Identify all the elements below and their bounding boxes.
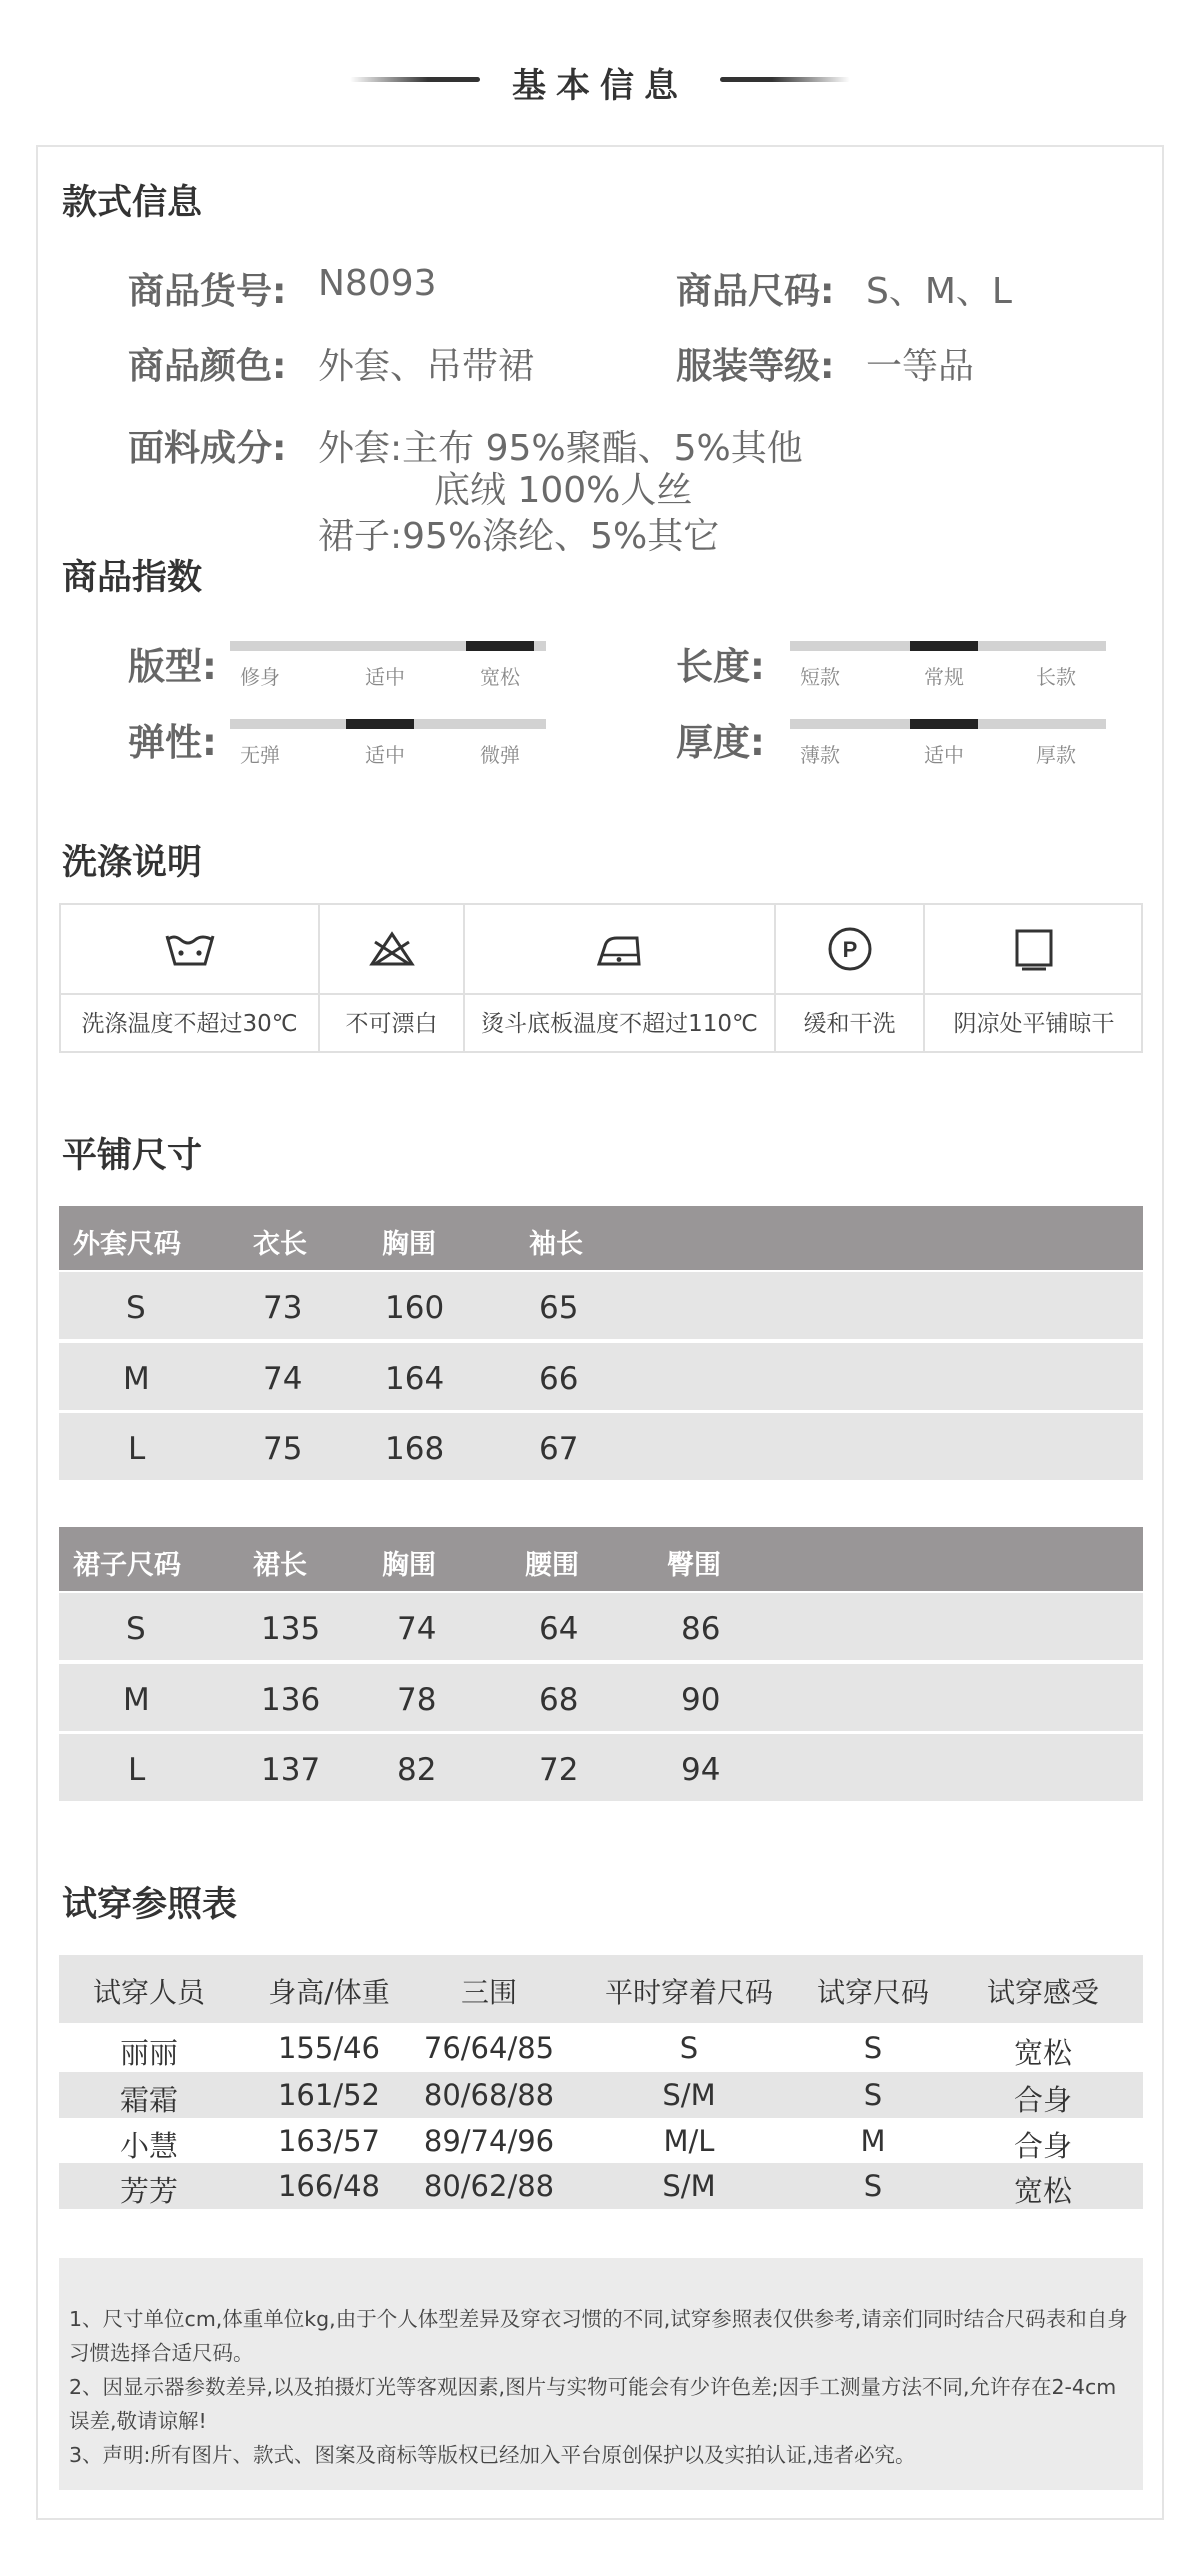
header-divider-left: [350, 77, 480, 82]
table-cell: 76/64/85: [423, 2031, 555, 2065]
note-paragraph: 3、声明:所有图片、款式、图案及商标等版权已经加入平台原创保护以及实拍认证,违者必究。: [69, 2443, 916, 2467]
fit-index-tick: 适中: [365, 665, 405, 689]
table-cell: S: [863, 2078, 883, 2112]
table-cell: 霜霜: [119, 2083, 178, 2117]
wash-cell: [776, 905, 925, 1051]
table-cell: S: [126, 1290, 146, 1326]
table-cell: 161/52: [277, 2078, 381, 2112]
table-cell: 66: [539, 1361, 579, 1397]
table-cell: M/L: [663, 2124, 715, 2158]
thickness-index-tick: 薄款: [800, 743, 840, 767]
length-index-marker: [910, 641, 978, 651]
fabric-line-3: 裙子:95%涤纶、5%其它: [318, 516, 720, 557]
wash-cell: [465, 905, 776, 1051]
header-cell: 平时穿着尺码: [604, 1976, 773, 2009]
table-cell: 72: [539, 1752, 579, 1788]
table-row: [59, 2072, 1143, 2118]
table-cell: 160: [385, 1290, 445, 1326]
table-cell: S: [863, 2031, 883, 2065]
table-cell: L: [128, 1752, 146, 1788]
elasticity-index-marker: [346, 719, 414, 729]
elasticity-index-scale: [230, 719, 546, 767]
table-cell: S/M: [662, 2169, 716, 2203]
table-cell: 89/74/96: [423, 2124, 555, 2158]
elasticity-index-tick: 无弹: [240, 743, 280, 767]
table-cell: M: [860, 2124, 886, 2158]
table-cell: 65: [539, 1290, 579, 1326]
size-label: 商品尺码:: [676, 271, 835, 312]
header-cell: 裙长: [253, 1550, 307, 1581]
size-value: S、M、L: [866, 271, 1012, 312]
header-cell: 三围: [460, 1976, 517, 2009]
length-index-tick: 长款: [1036, 665, 1076, 689]
table-cell: 合身: [1013, 2083, 1072, 2117]
fabric-line-1: 外套:主布 95%聚酯、5%其他: [318, 428, 803, 469]
elasticity-index-tick: 适中: [365, 743, 405, 767]
length-index-tick: 常规: [924, 665, 964, 689]
wash-cell: [320, 905, 465, 1051]
table-cell: 67: [539, 1431, 579, 1467]
table-row: [59, 1343, 1143, 1410]
table-cell: S/M: [662, 2078, 716, 2112]
table-cell: 163/57: [277, 2124, 381, 2158]
table-cell: 80/62/88: [423, 2169, 555, 2203]
wash-table: [59, 903, 1143, 1053]
thickness-index-tick: 厚款: [1036, 743, 1076, 767]
table-cell: L: [128, 1431, 146, 1467]
table-cell: 75: [263, 1431, 303, 1467]
color-value: 外套、吊带裙: [318, 346, 535, 387]
header-cell: 臀围: [667, 1550, 721, 1581]
dry-clean-p-icon: [776, 919, 923, 979]
thickness-index-marker: [910, 719, 978, 729]
table-cell: 小慧: [119, 2129, 178, 2163]
table-cell: 宽松: [1013, 2174, 1072, 2208]
header-cell: 胸围: [382, 1229, 436, 1260]
table-cell: M: [123, 1361, 150, 1397]
table-cell: 164: [385, 1361, 445, 1397]
header-cell: 试穿人员: [92, 1976, 205, 2009]
notes-box: [59, 2258, 1143, 2490]
item-no-label: 商品货号:: [128, 271, 287, 312]
header-cell: 试穿感受: [986, 1976, 1099, 2009]
header-cell: 衣长: [253, 1229, 307, 1260]
header-cell: 身高/体重: [268, 1976, 390, 2009]
header-cell: 胸围: [382, 1550, 436, 1581]
table-cell: 64: [539, 1611, 579, 1647]
table-cell: 86: [681, 1611, 721, 1647]
table-cell: 芳芳: [119, 2174, 178, 2208]
length-index-label: 长度:: [676, 645, 765, 688]
header-cell: 外套尺码: [73, 1229, 181, 1260]
grade-label: 服装等级:: [676, 346, 835, 387]
fit-index-marker: [466, 641, 534, 651]
fit-index-tick: 宽松: [480, 665, 520, 689]
header-cell: 试穿尺码: [816, 1976, 929, 2009]
wash-text: 阴凉处平铺晾干: [953, 1011, 1115, 1037]
header-cell: 裙子尺码: [73, 1550, 181, 1581]
length-index-tick: 短款: [800, 665, 840, 689]
table-header: [59, 1206, 1143, 1270]
note-paragraph: 1、尺寸单位cm,体重单位kg,由于个人体型差异及穿衣习惯的不同,试穿参照表仅供参考,请亲们同时结合尺码表和自身习惯选择合适尺码。: [69, 2307, 1128, 2365]
table-cell: 78: [397, 1682, 437, 1718]
size-section-title: 平铺尺寸: [62, 1136, 203, 1176]
table-cell: 74: [397, 1611, 437, 1647]
grade-value: 一等品: [866, 346, 975, 387]
thickness-index-label: 厚度:: [676, 721, 765, 764]
table-cell: 73: [263, 1290, 303, 1326]
fabric-line-2: 底绒 100%人丝: [434, 470, 693, 511]
table-row: [59, 1664, 1143, 1731]
table-cell: 宽松: [1013, 2036, 1072, 2070]
color-label: 商品颜色:: [128, 346, 287, 387]
item-no-value: N8093: [318, 263, 437, 304]
wash-30-icon: [61, 919, 318, 979]
table-cell: 90: [681, 1682, 721, 1718]
svg-text:P: P: [842, 937, 857, 962]
elasticity-index-tick: 微弹: [480, 743, 520, 767]
table-cell: 合身: [1013, 2129, 1072, 2163]
table-row: [59, 1413, 1143, 1480]
fit-index-tick: 修身: [240, 665, 280, 689]
section-header: [0, 40, 1200, 120]
no-bleach-icon: [320, 919, 463, 979]
wash-cell: [925, 905, 1143, 1051]
table-cell: S: [863, 2169, 883, 2203]
iron-icon: [465, 919, 774, 979]
wash-text: 不可漂白: [345, 1011, 438, 1037]
style-info-title: 款式信息: [62, 183, 203, 223]
table-cell: 82: [397, 1752, 437, 1788]
table-row: [59, 1272, 1143, 1339]
header-divider-right: [720, 77, 850, 82]
table-row: [59, 2118, 1143, 2164]
table-cell: M: [123, 1682, 150, 1718]
table-cell: S: [126, 1611, 146, 1647]
elasticity-index-label: 弹性:: [128, 721, 217, 764]
table-cell: 155/46: [277, 2031, 381, 2065]
note-paragraph: 2、因显示器参数差异,以及拍摄灯光等客观因素,图片与实物可能会有少许色差;因手工测量方法不同,允许存在2-4cm误差,敬请谅解!: [69, 2375, 1117, 2433]
fit-index-label: 版型:: [128, 645, 217, 688]
wash-text: 洗涤温度不超过30℃: [81, 1011, 298, 1037]
table-cell: 135: [261, 1611, 321, 1647]
table-cell: 168: [385, 1431, 445, 1467]
table-row: [59, 2163, 1143, 2209]
thickness-index-scale: [790, 719, 1106, 767]
wash-cell: [61, 905, 320, 1051]
header-cell: 腰围: [525, 1550, 579, 1581]
table-cell: 丽丽: [119, 2036, 178, 2070]
table-row: [59, 2025, 1143, 2071]
table-cell: 74: [263, 1361, 303, 1397]
table-header: [59, 1955, 1143, 2023]
table-header: [59, 1527, 1143, 1591]
table-cell: 137: [261, 1752, 321, 1788]
fit-index-scale: [230, 641, 546, 689]
length-index-scale: [790, 641, 1106, 689]
flat-dry-shade-icon: [925, 919, 1143, 979]
thickness-index-tick: 适中: [924, 743, 964, 767]
page-title: 基本信息: [512, 66, 688, 106]
table-cell: 166/48: [277, 2169, 381, 2203]
table-row: [59, 1593, 1143, 1660]
wash-text: 烫斗底板温度不超过110℃: [481, 1011, 758, 1037]
fabric-label: 面料成分:: [128, 428, 287, 469]
table-cell: 68: [539, 1682, 579, 1718]
table-cell: S: [679, 2031, 699, 2065]
header-cell: 袖长: [529, 1229, 583, 1260]
table-row: [59, 1734, 1143, 1801]
table-cell: 136: [261, 1682, 321, 1718]
table-cell: 94: [681, 1752, 721, 1788]
fitting-section-title: 试穿参照表: [62, 1885, 238, 1925]
wash-text: 缓和干洗: [803, 1011, 896, 1037]
table-cell: 80/68/88: [423, 2078, 555, 2112]
wash-section-title: 洗涤说明: [62, 843, 203, 883]
index-section-title: 商品指数: [62, 558, 203, 598]
